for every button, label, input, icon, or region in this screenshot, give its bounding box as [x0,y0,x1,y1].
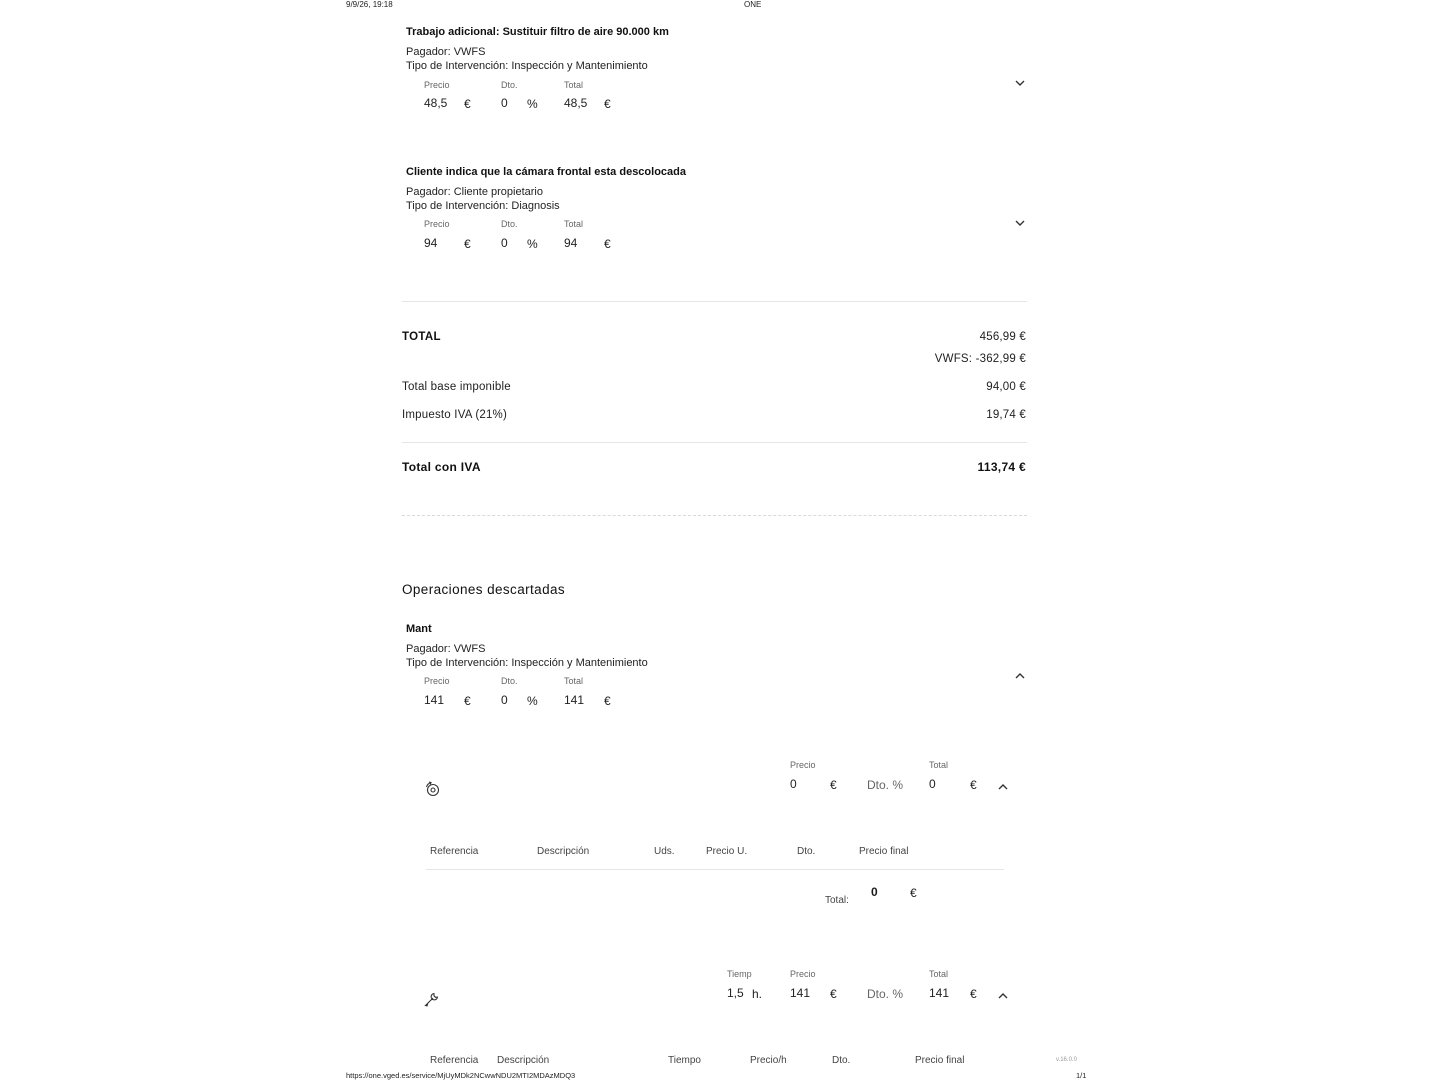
precio-value: 0 [790,777,797,791]
column-header: Referencia [430,846,479,857]
iva-value: 19,74 € [986,409,1026,421]
operation-payer: Pagador: VWFS [406,643,486,655]
section-title: Operaciones descartadas [402,582,566,597]
total-value: 141 [564,693,585,707]
currency-unit: € [830,987,837,1001]
column-header: Precio/h [750,1055,787,1066]
chevron-up-icon[interactable] [1013,671,1027,681]
total-label: Total [564,80,584,90]
precio-value: 141 [790,986,811,1000]
base-imponible-value: 94,00 € [986,381,1026,393]
column-header: Dto. [832,1055,851,1066]
parts-total-label: Total: [825,895,849,906]
column-header: Descripción [537,846,590,857]
total-iva-value: 113,74 € [977,460,1026,474]
dto-label: Dto. [501,219,518,229]
precio-label: Precio [424,219,450,229]
operation-type: Tipo de Intervención: Inspección y Mantenimiento [406,657,648,669]
hours-unit: h. [752,987,763,1001]
base-imponible-label: Total base imponible [402,381,511,393]
total-value: 0 [929,777,936,791]
column-header: Tiempo [668,1055,701,1066]
total-label: TOTAL [402,331,441,343]
parts-total-value: 0 [871,885,878,899]
total-label: Total [929,760,949,770]
operation-title: Mant [406,623,432,635]
operation-payer: Pagador: Cliente propietario [406,186,543,198]
dto-percent-label: Dto. % [867,987,904,1001]
precio-label: Precio [790,760,816,770]
column-header: Precio final [915,1055,965,1066]
total-amount: 456,99 € [979,331,1026,343]
currency-unit: € [464,97,471,111]
tiempo-value: 1,5 [727,986,744,1000]
chevron-down-icon[interactable] [1013,78,1027,88]
currency-unit: € [604,97,611,111]
operation-type: Tipo de Intervención: Inspección y Mantenimiento [406,60,648,72]
page-url: https://one.vged.es/service/MjUyMDk2NCwwNDU2MTI2MDAzMDQ3 [346,1071,576,1080]
divider [402,442,1027,443]
precio-value: 94 [424,236,438,250]
dto-value: 0 [501,693,508,707]
operation-title: Cliente indica que la cámara frontal esta descolocada [406,166,686,178]
percent-unit: % [527,97,538,111]
total-label: Total [929,969,949,979]
wrench-icon [423,990,441,1008]
parts-wheel-icon [423,780,441,798]
chevron-down-icon[interactable] [1013,218,1027,228]
column-header: Uds. [654,846,675,857]
chevron-up-icon[interactable] [996,782,1010,792]
currency-unit: € [970,987,977,1001]
column-header: Referencia [430,1055,479,1066]
divider [402,301,1027,302]
operation-payer: Pagador: VWFS [406,46,486,58]
precio-value: 141 [424,693,445,707]
currency-unit: € [970,778,977,792]
currency-unit: € [604,694,611,708]
dto-value: 0 [501,236,508,250]
dto-label: Dto. [501,676,518,686]
currency-unit: € [910,886,917,900]
total-iva-label: Total con IVA [402,460,481,474]
currency-unit: € [830,778,837,792]
percent-unit: % [527,694,538,708]
chevron-up-icon[interactable] [996,991,1010,1001]
total-label: Total [564,676,584,686]
total-value: 94 [564,236,578,250]
currency-unit: € [464,237,471,251]
total-value: 141 [929,986,950,1000]
total-value: 48,5 [564,96,588,110]
column-header: Precio U. [706,846,748,857]
print-datetime: 9/9/26, 19:18 [346,0,393,9]
currency-unit: € [604,237,611,251]
page-number: 1/1 [1076,1071,1087,1080]
percent-unit: % [527,237,538,251]
vwfs-amount: VWFS: -362,99 € [934,353,1026,365]
precio-label: Precio [424,80,450,90]
operation-type: Tipo de Intervención: Diagnosis [406,200,560,212]
iva-label: Impuesto IVA (21%) [402,409,508,421]
dto-value: 0 [501,96,508,110]
column-header: Descripción [497,1055,550,1066]
app-version: v.16.0.0 [1056,1057,1077,1063]
total-label: Total [564,219,584,229]
dashed-divider [402,515,1027,516]
column-header: Precio final [859,846,909,857]
dto-percent-label: Dto. % [867,778,904,792]
operation-title: Trabajo adicional: Sustituir filtro de aire 90.000 km [406,26,669,38]
tiempo-label: Tiemp [727,969,752,979]
precio-value: 48,5 [424,96,448,110]
column-header: Dto. [797,846,816,857]
dto-label: Dto. [501,80,518,90]
print-title: ONE [744,0,762,9]
divider [426,869,1004,870]
currency-unit: € [464,694,471,708]
precio-label: Precio [424,676,450,686]
precio-label: Precio [790,969,816,979]
